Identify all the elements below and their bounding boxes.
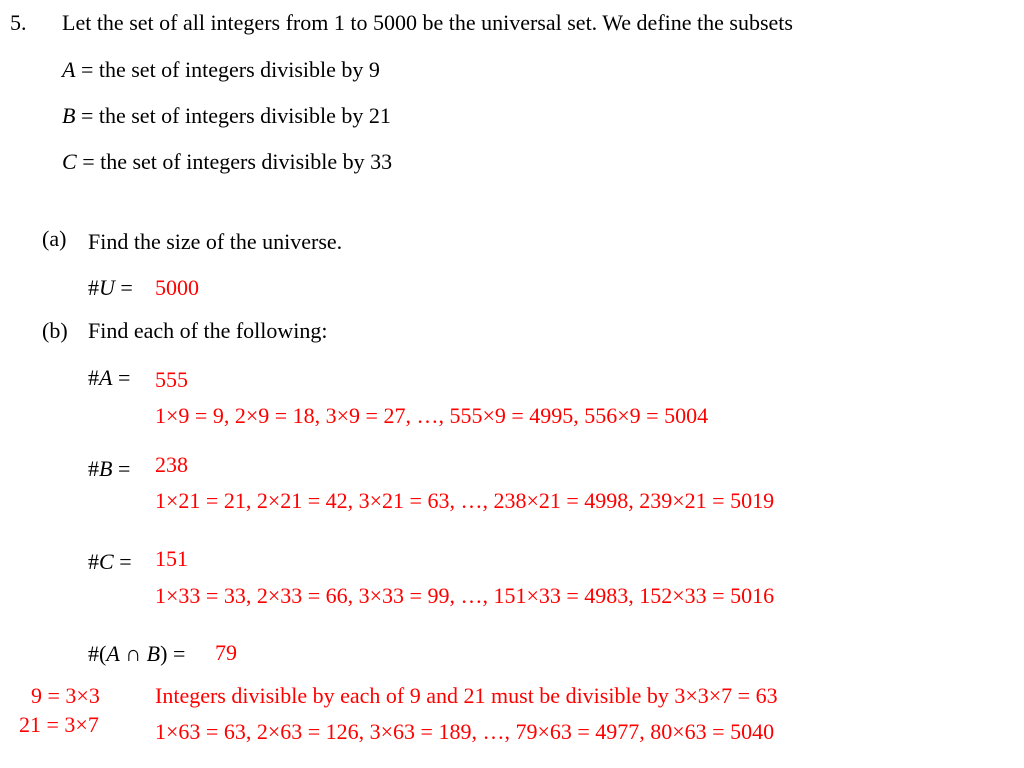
problem-number: 5.: [10, 10, 27, 35]
definition-c: [62, 149, 392, 175]
var-u: U: [99, 275, 115, 300]
intersection-reasoning: Integers divisible by each of 9 and 21 must be divisible by 3×3×7 = 63: [155, 683, 778, 708]
part-a-label: (a): [42, 226, 67, 251]
var-a: A: [99, 365, 113, 390]
equals-sign: =: [113, 549, 132, 574]
intersection-answer: 79: [215, 640, 237, 665]
var-a: A: [62, 57, 76, 82]
hash-sign: #: [88, 275, 99, 300]
count-a-answer: 555: [155, 367, 188, 392]
hash-sign: #: [88, 456, 99, 481]
intersection-lhs: [88, 641, 185, 667]
var-c: C: [62, 149, 77, 174]
count-c-work: 1×33 = 33, 2×33 = 66, 3×33 = 99, …, 151×33 = 4983, 152×33 = 5016: [155, 583, 775, 608]
hash-sign: #: [88, 365, 99, 390]
hash-paren-open: #(: [88, 641, 107, 666]
count-c-answer: 151: [155, 546, 188, 571]
var-b: B: [62, 103, 76, 128]
paren-close-equals: ) =: [160, 641, 186, 666]
definition-a: [62, 57, 380, 83]
factor-note-9: 9 = 3×3: [31, 683, 100, 708]
problem-intro: Let the set of all integers from 1 to 5000 be the universal set. We define the subsets: [62, 10, 793, 35]
equals-sign: =: [112, 456, 131, 481]
var-b: B: [146, 641, 161, 666]
count-a-work: 1×9 = 9, 2×9 = 18, 3×9 = 27, …, 555×9 = 4995, 556×9 = 5004: [155, 403, 709, 428]
var-a: A: [106, 641, 120, 666]
count-a-lhs: [88, 365, 130, 391]
var-b: B: [99, 456, 113, 481]
intersection-work: 1×63 = 63, 2×63 = 126, 3×63 = 189, …, 79×63 = 4977, 80×63 = 5040: [155, 719, 775, 744]
intersection-symbol: ∩: [119, 641, 147, 666]
count-c-lhs: [88, 549, 132, 575]
count-b-answer: 238: [155, 452, 188, 477]
definition-c-text: = the set of integers divisible by 33: [76, 149, 393, 174]
count-b-lhs: [88, 456, 130, 482]
definition-b: [62, 103, 391, 129]
count-b-work: 1×21 = 21, 2×21 = 42, 3×21 = 63, …, 238×21 = 4998, 239×21 = 5019: [155, 488, 775, 513]
definition-a-text: = the set of integers divisible by 9: [75, 57, 380, 82]
part-a-lhs: [88, 275, 133, 301]
var-c: C: [99, 549, 114, 574]
factor-note-21: 21 = 3×7: [19, 712, 99, 737]
part-b-prompt: Find each of the following:: [88, 318, 328, 343]
definition-b-text: = the set of integers divisible by 21: [75, 103, 391, 128]
hash-sign: #: [88, 549, 99, 574]
equals-sign: =: [114, 275, 133, 300]
equals-sign: =: [112, 365, 131, 390]
part-b-label: (b): [42, 318, 68, 343]
part-a-answer: 5000: [155, 275, 199, 300]
part-a-prompt: Find the size of the universe.: [88, 229, 343, 254]
